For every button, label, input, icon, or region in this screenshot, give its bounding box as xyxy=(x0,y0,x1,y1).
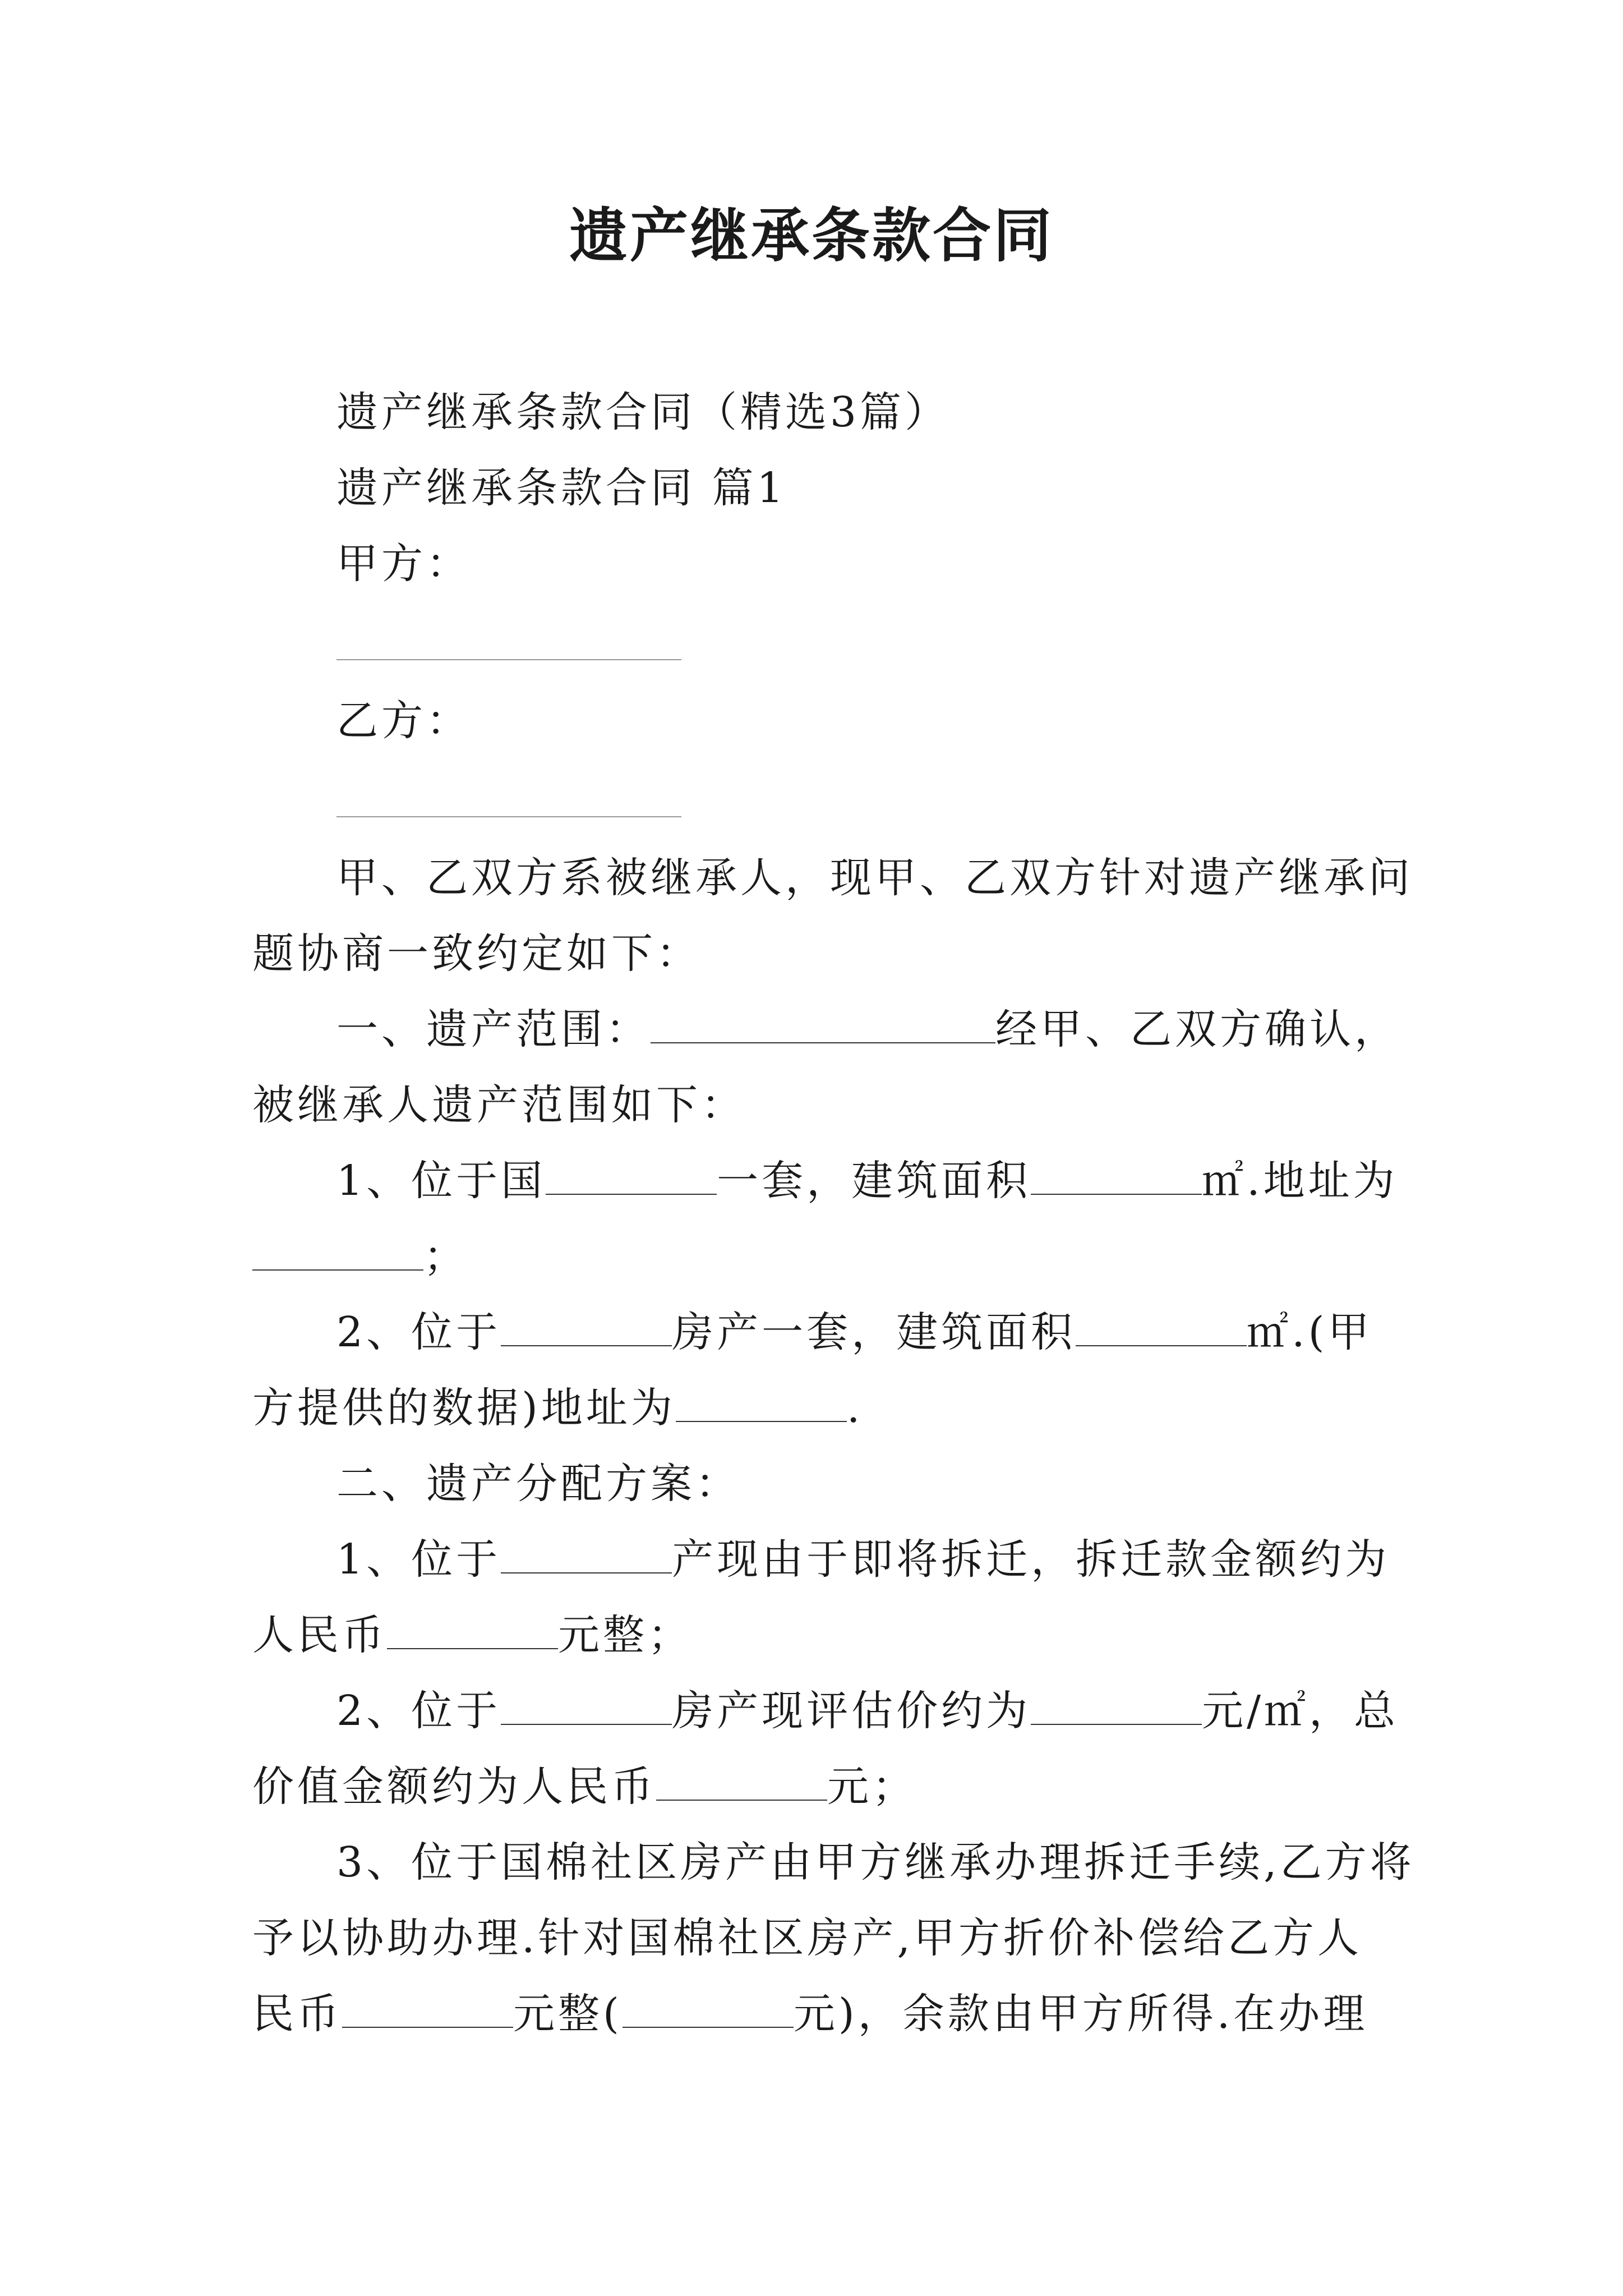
section2-item3-line3-text-a: 民币 xyxy=(252,1990,342,2038)
section2-item3-line3-text-b: 元整( xyxy=(513,1990,623,2038)
section2-item1-line2-text: 人民币 xyxy=(252,1611,387,1659)
section1-item1-text-a: 1、位于国 xyxy=(336,1157,546,1205)
section2-item3-line1: 3、位于国棉社区房产由甲方继承办理拆迁手续,乙方将 xyxy=(336,1838,1415,1887)
blank xyxy=(501,1310,672,1346)
blank xyxy=(546,1159,717,1195)
section1-heading xyxy=(336,1001,1458,1057)
section1-item2 xyxy=(336,1304,1458,1360)
party-a-blank xyxy=(336,659,681,660)
blank xyxy=(501,1538,672,1573)
section2-item1-text-a: 1、位于 xyxy=(336,1535,501,1584)
section2-item1 xyxy=(336,1531,1458,1588)
section1-item2-line2-text: 方提供的数据)地址为 xyxy=(252,1384,676,1432)
section2-item2-line2-text: 价值金额约为人民币 xyxy=(252,1763,656,1811)
blank xyxy=(1031,1689,1202,1725)
section1-item1-end: ； xyxy=(423,1232,468,1281)
section2-item3-line2: 予以协助办理.针对国棉社区房产,甲方折价补偿给乙方人 xyxy=(252,1914,1363,1962)
blank xyxy=(387,1613,558,1649)
intro-line-2: 题协商一致约定如下： xyxy=(252,930,701,978)
blank xyxy=(501,1689,672,1725)
section1-item1-text-b: 一套，建筑面积 xyxy=(717,1157,1031,1205)
blank xyxy=(1076,1310,1247,1346)
section1-heading-confirm: 经甲、乙双方确认， xyxy=(995,1005,1399,1053)
section2-item3-line3-text-c: 元)，余款由甲方所得.在办理 xyxy=(793,1990,1368,2038)
section1-item1-line2 xyxy=(252,1228,1374,1285)
section1-item1 xyxy=(336,1153,1458,1209)
section1-item1-text-c: ㎡.地址为 xyxy=(1202,1157,1398,1205)
blank xyxy=(623,1992,794,2028)
party-b-blank xyxy=(336,816,681,817)
section1-item2-text-c: ㎡.(甲 xyxy=(1247,1308,1373,1356)
section2-item2-line2 xyxy=(252,1759,1374,1815)
blank xyxy=(676,1386,847,1422)
section1-item2-line2-end: . xyxy=(846,1384,864,1432)
section2-item2-text-a: 2、位于 xyxy=(336,1687,501,1735)
section2-item2-text-c: 元/㎡，总 xyxy=(1202,1687,1399,1735)
document-title: 遗产继承条款合同 xyxy=(569,201,1054,270)
intro-line-1: 甲、乙双方系被继承人，现甲、乙双方针对遗产继承问 xyxy=(336,854,1413,902)
section2-item1-line2-end: 元整； xyxy=(558,1611,693,1659)
section2-item2-text-b: 房产现评估价约为 xyxy=(672,1687,1031,1735)
section2-item2 xyxy=(336,1683,1458,1739)
section2-item3-line3 xyxy=(252,1986,1374,2042)
section1-item2-line2 xyxy=(252,1380,1374,1436)
blank xyxy=(656,1765,827,1801)
section2-item1-text-b: 产现由于即将拆迁，拆迁款金额约为 xyxy=(672,1535,1390,1584)
section1-heading-label: 一、遗产范围： xyxy=(336,1005,651,1053)
blank xyxy=(1031,1159,1202,1195)
section2-heading: 二、遗产分配方案： xyxy=(336,1460,740,1508)
section2-item1-line2 xyxy=(252,1607,1374,1663)
party-b-label: 乙方： xyxy=(336,697,471,745)
blank xyxy=(252,1235,423,1271)
subtitle: 遗产继承条款合同（精选3篇） xyxy=(336,388,950,436)
part-heading: 遗产继承条款合同 篇1 xyxy=(336,464,787,512)
party-a-label: 甲方： xyxy=(336,540,471,588)
estate-scope-blank xyxy=(651,1007,995,1043)
section1-line-2: 被继承人遗产范围如下： xyxy=(252,1081,746,1129)
section1-item2-text-b: 房产一套，建筑面积 xyxy=(672,1308,1076,1356)
section1-item2-text-a: 2、位于 xyxy=(336,1308,501,1356)
blank xyxy=(342,1992,513,2028)
section2-item2-line2-end: 元； xyxy=(827,1763,917,1811)
